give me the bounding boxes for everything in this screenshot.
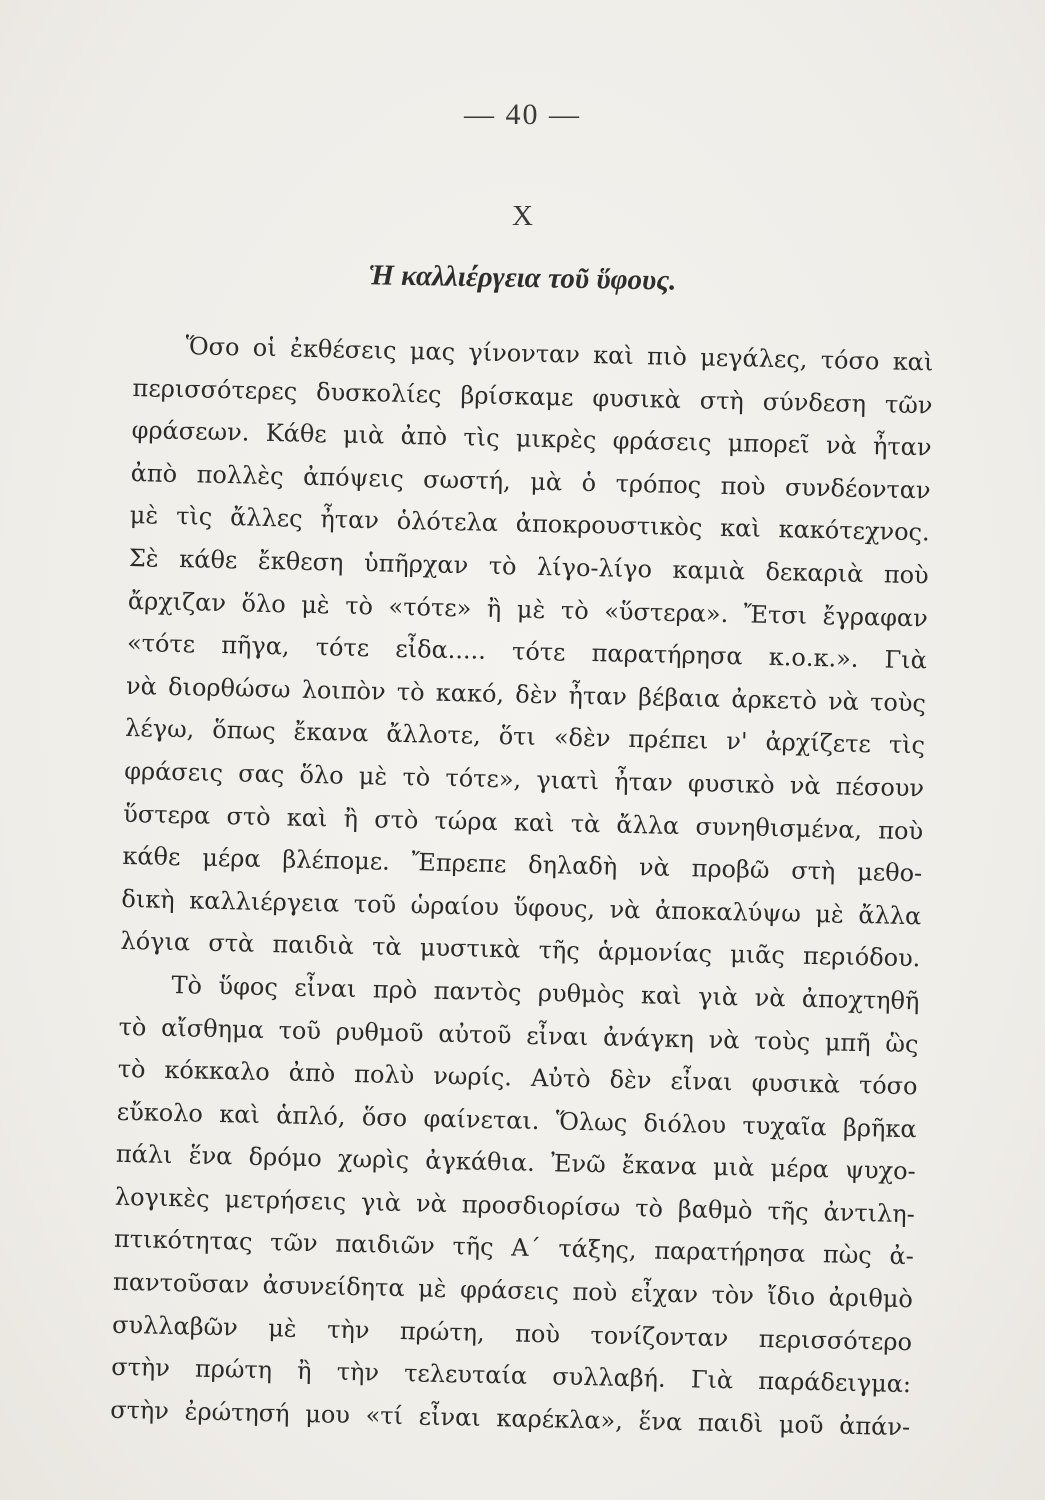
text-line: λέγω, ὅπως ἔκανα ἄλλοτε, ὅτι «δὲν πρέπει ν' ἀρχίζετε τὶς bbox=[124, 714, 926, 760]
text-line: στὴν πρώτη ἢ τὴν τελευταία συλλαβή. Γιὰ παράδειγμα: bbox=[110, 1353, 912, 1399]
text-line: Τὸ ὕφος εἶναι πρὸ παντὸς ρυθμὸς καὶ γιὰ νὰ ἀποχτηθῆ bbox=[171, 970, 920, 1016]
text-line: παντοῦσαν ἀσυνείδητα μὲ φράσεις ποὺ εἶχαν τὸν ἴδιο ἀριθμὸ bbox=[112, 1267, 914, 1314]
body-text bbox=[110, 324, 934, 1449]
text-line: φράσεις σας ὅλο μὲ τὸ τότε», γιατὶ ἦταν φυσικὸ νὰ πέσουν bbox=[123, 756, 925, 803]
page-number: — 40 — bbox=[464, 98, 581, 131]
text-line: λογικὲς μετρήσεις γιὰ νὰ προσδιορίσω τὸ βαθμὸ τῆς ἀντιλη- bbox=[114, 1182, 916, 1229]
text-line: δικὴ καλλιέργεια τοῦ ὡραίου ὕφους, νὰ ἀποκαλύψω μὲ ἄλλα bbox=[121, 884, 922, 931]
text-line: περισσότερες δυσκολίες βρίσκαμε φυσικὰ στὴ σύνδεση τῶν bbox=[132, 373, 933, 420]
text-line: τὸ κόκκαλο ἀπὸ πολὺ νωρίς. Αὐτὸ δὲν εἶναι φυσικὰ τόσο bbox=[117, 1054, 918, 1101]
text-line: συλλαβῶν μὲ τὴν πρώτη, ποὺ τονίζονταν περισσότερο bbox=[111, 1310, 913, 1356]
text-line: ὕστερα στὸ καὶ ἢ στὸ τώρα καὶ τὰ ἄλλα συνηθισμένα, ποὺ bbox=[123, 799, 924, 845]
text-line: μὲ τὶς ἄλλες ἦταν ὁλότελα ἀποκρουστικὸς καὶ κακότεχνος. bbox=[129, 501, 930, 547]
text-line: «τότε πῆγα, τότε εἶδα..... τότε παρατήρησα κ.ο.κ.». Γιὰ bbox=[126, 629, 928, 675]
chapter-number: X bbox=[512, 200, 533, 232]
text-line: τὸ αἴσθημα τοῦ ρυθμοῦ αὐτοῦ εἶναι ἀνάγκη νὰ τοὺς μπῆ ὣς bbox=[118, 1012, 919, 1058]
text-line: νὰ διορθώσω λοιπὸν τὸ κακό, δὲν ἦταν βέβαια ἀρκετὸ νὰ τοὺς bbox=[125, 671, 927, 718]
text-line: εὔκολο καὶ ἁπλό, ὅσο φαίνεται. Ὅλως διόλου τυχαῖα βρῆκα bbox=[116, 1097, 917, 1143]
text-line: ἀπὸ πολλὲς ἀπόψεις σωστή, μὰ ὁ τρόπος ποὺ συνδέονταν bbox=[130, 458, 931, 505]
text-line: φράσεων. Κάθε μιὰ ἀπὸ τὶς μικρὲς φράσεις μπορεῖ νὰ ἦταν bbox=[131, 416, 932, 462]
text-line: κάθε μέρα βλέπομε. Ἔπρεπε δηλαδὴ νὰ προβῶ στὴ μεθο- bbox=[122, 842, 923, 888]
text-line: Σὲ κάθε ἔκθεση ὑπῆρχαν τὸ λίγο-λίγο καμιὰ δεκαριὰ ποὺ bbox=[128, 543, 930, 590]
text-line: πάλι ἕνα δρόμο χωρὶς ἀγκάθια. Ἐνῶ ἔκανα μιὰ μέρα ψυχο- bbox=[115, 1140, 917, 1186]
text-line: Ὅσο οἱ ἐκθέσεις μας γίνονταν καὶ πιὸ μεγάλες, τόσο καὶ bbox=[185, 332, 934, 377]
text-line: λόγια στὰ παιδιὰ τὰ μυστικὰ τῆς ἁρμονίας μιᾶς περιόδου. bbox=[120, 927, 921, 973]
chapter-title: Ἡ καλλιέργεια τοῦ ὕφους. bbox=[368, 259, 677, 297]
text-line: ἄρχιζαν ὅλο μὲ τὸ «τότε» ἢ μὲ τὸ «ὕστερα». Ἔτσι ἔγραφαν bbox=[127, 586, 929, 632]
text-line: πτικότητας τῶν παιδιῶν τῆς Α΄ τάξης, παρατήρησα πὼς ἀ- bbox=[113, 1225, 915, 1271]
text-line: στὴν ἐρώτησή μου «τί εἶναι καρέκλα», ἕνα παιδὶ μοῦ ἀπάν- bbox=[110, 1395, 911, 1442]
